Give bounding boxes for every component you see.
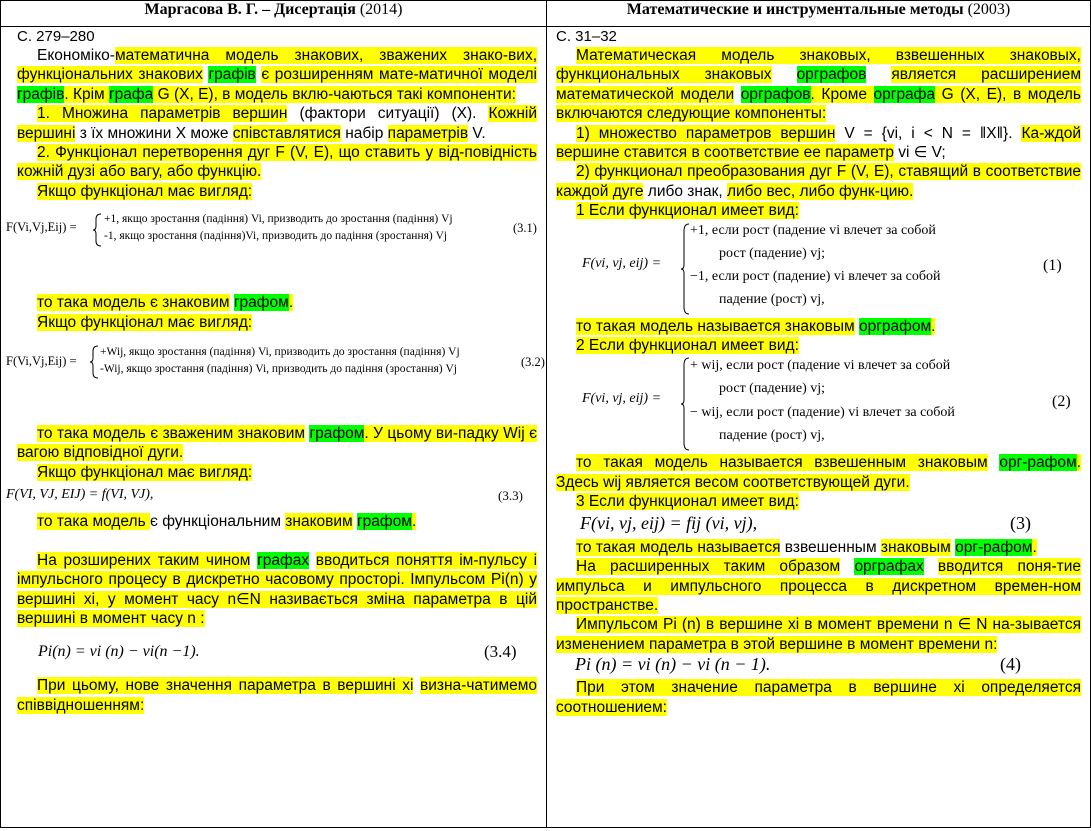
left-paragraph-9: то така модель є функціональним знаковим графом. [37,513,417,531]
left-formula-3-3 [1,482,546,512]
brace-icon [680,223,690,315]
left-paragraph-7: то така модель є зваженим знаковим графом. У цьому ви-падку Wij є вагою відповідної дуги. [17,425,537,462]
left-source-year: (2014) [355,1,403,18]
left-paragraph-6: Якщо функціонал має вигляд: [37,313,253,331]
brace-icon [89,345,99,379]
equation-number: (3.3) [498,488,523,504]
formula-lhs: F(vi, vj, eij) = [582,255,662,271]
right-paragraph-2: 1) множество параметров вершин V = {vi, i < N = ‖X‖}. Ка-ждой вершине ставится в соответствие ее параметр vi ∈ V; [556,124,1081,162]
formula-case-1: +Wij, якщо зростання (падіння) Vi, призводить до зростання (падіння) Vj [100,346,460,359]
right-formula-1 [547,221,1090,317]
formula-lhs: F(Vi,Vj,Eij) = [6,354,77,369]
formula-expression: Pi (n) = vi (n) − vi (n − 1). [575,654,771,675]
left-paragraph-1: Економіко-математична модель знакових, зважених знако-вих, функціональних знакових графів є розширенням мате-матичної моделі графів. Крім графа G (X, E), в модель вклю-чаються такі компоненти: [17,47,537,103]
brace-icon [92,213,102,247]
right-paragraph-9: то такая модель называется взвешенным знаковым орг-рафом. [576,538,1037,556]
equation-number: (3) [1010,512,1031,533]
equation-number: (3.4) [484,642,517,662]
left-formula-3-1 [1,201,546,293]
right-paragraph-11: Импульсом Pi (n) в вершине xi в момент времени n ∈ N на-зывается изменением параметра в этой вершине в момент времени n: [556,616,1081,653]
left-paragraph-2: 1. Множина параметрів вершин (фактори ситуації) (X). Кожній вершині з їх множини X може співставлятися набір параметрів V. [17,105,537,142]
equation-number: (1) [1043,256,1062,274]
formula-lhs: F(Vi,Vj,Eij) = [6,220,77,235]
formula-expression: F(VI, VJ, EIJ) = f(VI, VJ), [6,487,154,503]
left-paragraph-11: При цьому, нове значення параметра в вершині xi визна-чатимемо співвідношенням: [17,677,537,714]
right-column [547,27,1091,828]
left-formula-3-2 [1,332,546,424]
left-formula-3-4 [1,628,546,676]
formula-expression: Pi(n) = vi (n) − vi(n −1). [38,643,200,661]
left-paragraph-10: На розширених таким чином графах вводиться поняття ім-пульсу і імпульсного процесу в дискретно часовому просторі. Імпульсом Pi(n) у вершині xi, у момент часу n∈N називається зміна параметра в цій вершині в момент часу n : [17,551,538,627]
formula-case-2: -Wij, якщо зростання (падіння) Vi, призводить до падіння (зростання) Vj [100,363,458,376]
right-source-year: (2003) [963,1,1011,18]
formula-case-2-cont: падение (рост) vj, [719,428,825,444]
right-paragraph-7: то такая модель называется взвешенным знаковым орг-рафом. Здесь wij является весом соответствующей дуги. [556,454,1081,491]
formula-case-1: +1, якщо зростання (падіння) Vi, призводить до зростання (падіння) Vj [104,213,453,226]
formula-case-1-cont: рост (падение) vj; [719,245,826,261]
right-paragraph-3: 2) функционал преобразования дуг F (V, E), ставящий в соответствие каждой дуге либо знак, либо вес, либо функ-цию. [556,163,1081,200]
brace-icon [680,357,690,451]
left-paragraph-5: то така модель є знаковим графом. [37,294,294,312]
right-formula-2 [547,355,1090,453]
equation-number: (3.2) [521,355,545,370]
right-paragraph-5: то такая модель называется знаковым орграфом. [576,317,936,335]
formula-case-2: − wij, если рост (падение) vi влечет за собой [690,405,955,421]
right-formula-3 [547,512,1090,538]
right-paragraph-6: 2 Если функционал имеет вид: [576,337,799,355]
formula-case-2: −1, если рост (падение) vi влечет за собой [690,268,941,284]
right-paragraph-4: 1 Если функционал имеет вид: [576,202,799,220]
formula-case-2-cont: падение (рост) vj, [719,291,825,307]
equation-number: (3.1) [513,221,537,236]
right-page-ref: С. 31–32 [556,28,617,45]
left-paragraph-8: Якщо функціонал має вигляд: [37,463,253,481]
right-paragraph-10: На расширенных таким образом орграфах вводится поня-тие импульса и импульсного процесса в дискретном времен-ном пространстве. [556,558,1081,614]
right-column-header [547,1,1091,27]
right-paragraph-1: Математическая модель знаковых, взвешенных знаковых, функциональных знаковых орграфов является расширением математической модели орграфов. Кроме орграфа G (X, E), в модель включаются следующие компоненты: [556,47,1082,123]
left-paragraph-3: 2. Функціонал перетворення дуг F (V, E), що ставить у від-повідність кожній дузі або вагу, або функцію. [17,144,537,181]
formula-lhs: F(vi, vj, eij) = [582,391,662,407]
left-paragraph-4: Якщо функціонал має вигляд: [37,182,253,200]
equation-number: (4) [1000,654,1021,675]
spacer [1,532,546,551]
left-page-ref: С. 279–280 [17,28,95,45]
equation-number: (2) [1052,393,1071,411]
right-paragraph-12: При этом значение параметра в вершине xi определяется соотношением: [556,679,1081,716]
formula-case-1: + wij, если рост (падение vi влечет за собой [690,358,951,374]
right-source-title: Математические и инструментальные методы [626,1,964,18]
left-column-header [1,1,547,27]
right-formula-4 [547,654,1090,678]
right-paragraph-8: 3 Если функционал имеет вид: [576,493,799,511]
formula-expression: F(vi, vj, eij) = fij (vi, vj), [580,512,758,533]
left-column [1,27,547,828]
formula-case-1: +1, если рост (падение vi влечет за собой [690,222,936,238]
formula-case-2: -1, якщо зростання (падіння)Vi, призводить до падіння (зростання) Vj [104,230,448,243]
formula-case-1-cont: рост (падение) vj; [719,381,826,397]
left-source-author: Маргасова В. Г. – Дисертація [144,1,356,18]
